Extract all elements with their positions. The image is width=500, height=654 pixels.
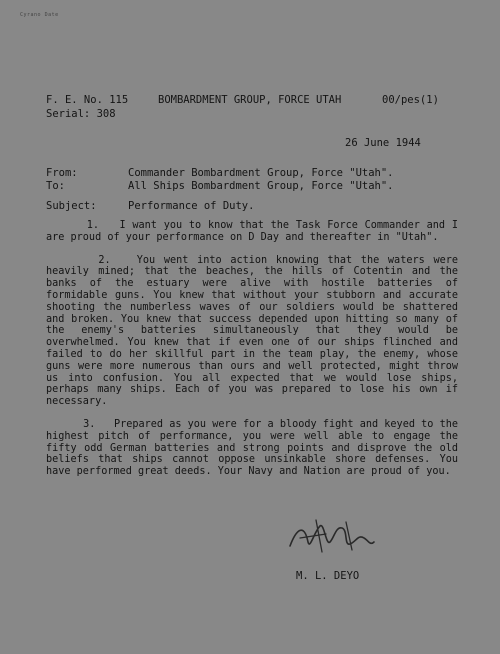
subject-value: Performance of Duty. bbox=[128, 200, 255, 212]
file-code: 00/pes(1) bbox=[382, 94, 439, 106]
paragraph-1: 1. I want you to know that the Task Force Commander and I are proud of your performance on D Day and thereafter in "Utah". bbox=[46, 220, 465, 243]
from-value: Commander Bombardment Group, Force "Utah". bbox=[128, 167, 394, 179]
file-reference: F. E. No. 115 bbox=[46, 94, 129, 106]
paragraph-2: 2. You went into action knowing that the waters were heavily mined; that the beaches, the hills of Cotentin and the banks of the estuary were alive with hostile batteries of formidable guns. You knew that without your stubborn and accurate shooting the numberless waves of our soldiers would be shattered and broken. You knew that success depended upon hitting so many of the enemy's batteries simultaneously that they would be overwhelmed. You knew that if even one of our ships flinched and failed to do her skillful part in the team play, the enemy, whose guns were more numerous than ours and well protected, might throw us into confusion. You all expected that we would lose ships, perhaps many ships. Each of you was prepared to lose his own if necessary. bbox=[46, 254, 465, 408]
handwritten-signature bbox=[286, 512, 378, 558]
memo-body bbox=[46, 220, 465, 489]
serial-number: Serial: 308 bbox=[46, 108, 116, 120]
paragraph-3: 3. Prepared as you were for a bloody fight and keyed to the highest pitch of performance, you were well able to engage the fifty odd German batteries and strong points and disprove the old beliefs that ships cannot oppose unsinkable shore defenses. You have performed great deeds. Your Navy and Nation are proud of you. bbox=[46, 418, 465, 478]
to-label: To: bbox=[46, 180, 65, 192]
memo-title: BOMBARDMENT GROUP, FORCE UTAH bbox=[158, 94, 342, 106]
memo-date: 26 June 1944 bbox=[345, 137, 421, 149]
from-label: From: bbox=[46, 167, 78, 179]
subject-label: Subject: bbox=[46, 200, 97, 212]
signer-name: M. L. DEYO bbox=[296, 570, 360, 582]
to-value: All Ships Bombardment Group, Force "Utah". bbox=[128, 180, 394, 192]
file-tab-label: Cyrano Date bbox=[20, 12, 59, 18]
